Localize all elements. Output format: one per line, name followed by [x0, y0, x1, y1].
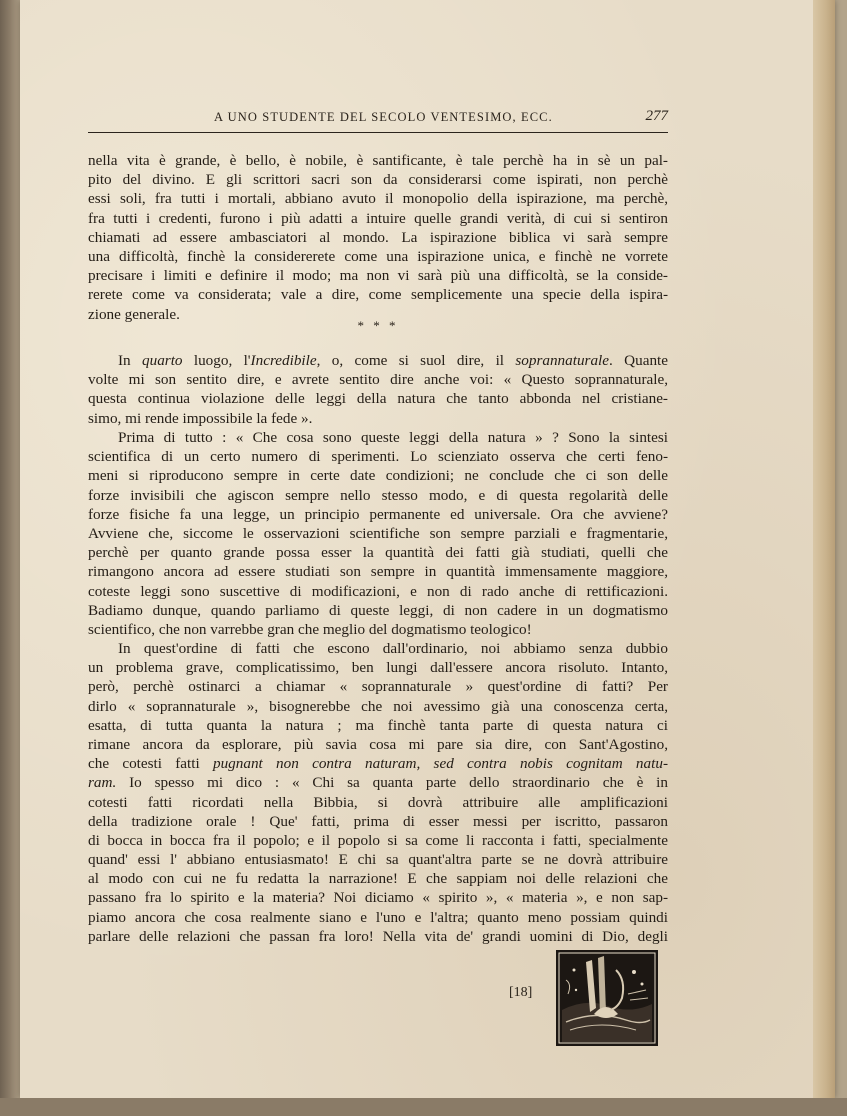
text-line: perchè per quanto grande possa esser la quantità dei fatti già studiati, quelli che [88, 544, 668, 562]
text-line: simo, mi rende impossibile la fede ». [88, 409, 313, 427]
signature-mark: [18] [509, 985, 533, 1000]
text-line: della tradizione orale ! Que' fatti, prima di esser messi per iscritto, passaron [88, 812, 668, 830]
italic-run: ram. [88, 774, 117, 792]
text-line: dirlo « soprannaturale », bisognerebbe che noi avessimo già una conoscenza certa, [88, 697, 668, 715]
text-line: zione generale. [88, 305, 180, 323]
text-line: precisare i limiti e definire il modo; ma non vi sarà più una difficoltà, se la conside- [88, 267, 668, 285]
text-line: un problema grave, complicatissimo, ben lungi dall'essere ancora risoluto. Intanto, [88, 659, 668, 677]
text-line: nella vita è grande, è bello, è nobile, è santificante, è tale perchè ha in sè un pal- [88, 152, 668, 169]
text-line: al modo con cui ne fu redatta la narrazione! E che sappiam noi delle relazioni che [88, 870, 668, 888]
text-line: di bocca in bocca fra il popolo; e il popolo si sa come li racconta i fatti, specialmente [88, 831, 668, 849]
text-run: luogo, l' [182, 352, 251, 369]
page-number: 277 [645, 108, 668, 124]
text-run: . Quante [609, 352, 668, 369]
text-line: una difficoltà, finchè la considererete come una ispirazione unica, e finchè ne vorrete [88, 247, 668, 265]
text-line: cotesti fatti ricordati nella Bibbia, si dovrà attribuire alle amplificazioni [88, 793, 668, 811]
italic-run: quarto [142, 352, 183, 369]
text-line: essi soli, fra tutti i mortali, abbiano avuto il monopolio della ispirazione, ma perchè, [88, 190, 668, 208]
text-line: fra tutti i credenti, furono i più adatti a intuire quelle grandi verità, di cui si sentiron [88, 209, 668, 227]
text-run: che cotesti fatti [88, 755, 213, 773]
italic-run: pugnant non contra naturam, sed contra nobis cognitam natu- [212, 755, 668, 773]
text-line: esatta, di tutta quanta la natura ; ma finchè tanta parte di questa natura ci [88, 716, 668, 734]
italic-run: Incredibile [250, 352, 317, 369]
text-line: scientifico, che non varrebbe gran che meglio del dogmatismo teologico! [88, 620, 532, 638]
text-run: In [118, 352, 142, 369]
text-line: coteste leggi sono suscettive di modificazioni, e non di rado anche di rettificazioni. [88, 582, 668, 600]
text-line: rerete come va considerata; vale a dire, come semplicemente una specie della ispira- [88, 286, 668, 304]
text-line: pito del divino. E gli scrittori sacri son da considerarsi come ispirati, non perchè [88, 171, 668, 189]
text-line: piamo ancora che cosa realmente siano e l'uno e l'altra; quanto meno possiam quindi [88, 908, 668, 926]
text-line: però, perchè ostinarci a chiamar « soprannaturale » quest'ordine di fatti? Per [88, 678, 668, 696]
body-paragraph-1 [88, 151, 668, 324]
woodcut-illustration [556, 950, 658, 1046]
text-run: Io spesso mi dico : « Chi sa quanta parte dello straordinario che è in [116, 774, 668, 792]
body-paragraph-2 [88, 351, 668, 428]
text-line: parlare delle relazioni che passan fra loro! Nella vita de' grandi uomini di Dio, degli [88, 927, 668, 945]
page-edge [813, 0, 835, 1098]
text-line [88, 754, 668, 773]
text-line: volte mi son sentito dire, e avrete sentito dire anche voi: « Questo soprannaturale, [88, 371, 668, 389]
bottom-strip [0, 1098, 847, 1116]
text-line [88, 773, 668, 792]
running-head: A UNO STUDENTE DEL SECOLO VENTESIMO, ECC. [214, 110, 553, 124]
text-run: , o, come si suol dire, il [316, 352, 516, 369]
section-separator: * * * [357, 318, 399, 333]
text-line: rimane ancora da esplorare, più savia cosa mi pare sia dire, con Sant'Agostino, [88, 735, 668, 753]
body-paragraph-3 [88, 428, 668, 639]
text-line: forze fisiche fa una legge, un principio permanente ed universale. Ora che avviene? [88, 505, 668, 523]
text-line: passano fra lo spirito e la materia? Noi diciamo « spirito », « materia », e non sap- [88, 889, 668, 907]
italic-run: soprannaturale [515, 352, 610, 369]
text-line: forze invisibili che agiscon sempre nello stesso modo, e di questa regolarità delle [88, 486, 668, 504]
text-line: rimangono ancora ad essere studiati son sempre in quantità immensamente maggiore, [88, 563, 668, 581]
text-line: In quest'ordine di fatti che escono dall'ordinario, noi abbiamo senza dubbio [118, 640, 668, 657]
text-line: questa continua violazione delle leggi della natura che tanto abbonda nel cristiane- [88, 390, 668, 408]
text-line: quand' essi l' abbiano entusiasmato! E chi sa quant'altra parte se ne dovrà attribuire [88, 851, 668, 869]
text-line: Prima di tutto : « Che cosa sono queste leggi della natura » ? Sono la sintesi [118, 429, 668, 446]
text-line: chiamati ad essere ambasciatori al mondo. La ispirazione biblica vi sarà sempre [88, 228, 668, 246]
text-line: Avviene che, siccome le osservazioni scientifiche son sempre parziali e fragmentarie, [88, 524, 668, 542]
text-line [88, 351, 668, 370]
body-paragraph-4 [88, 639, 668, 946]
page-header [88, 110, 668, 133]
text-line: Badiamo dunque, quando parliamo di queste leggi, di non cadere in un dogmatismo [88, 601, 668, 619]
text-line: scientifica di un certo numero di sperimenti. Lo scienziato osserva che certi feno- [88, 448, 668, 466]
text-line: meni si riproducono sempre in certe date condizioni; ne conclude che ci son delle [88, 467, 668, 485]
